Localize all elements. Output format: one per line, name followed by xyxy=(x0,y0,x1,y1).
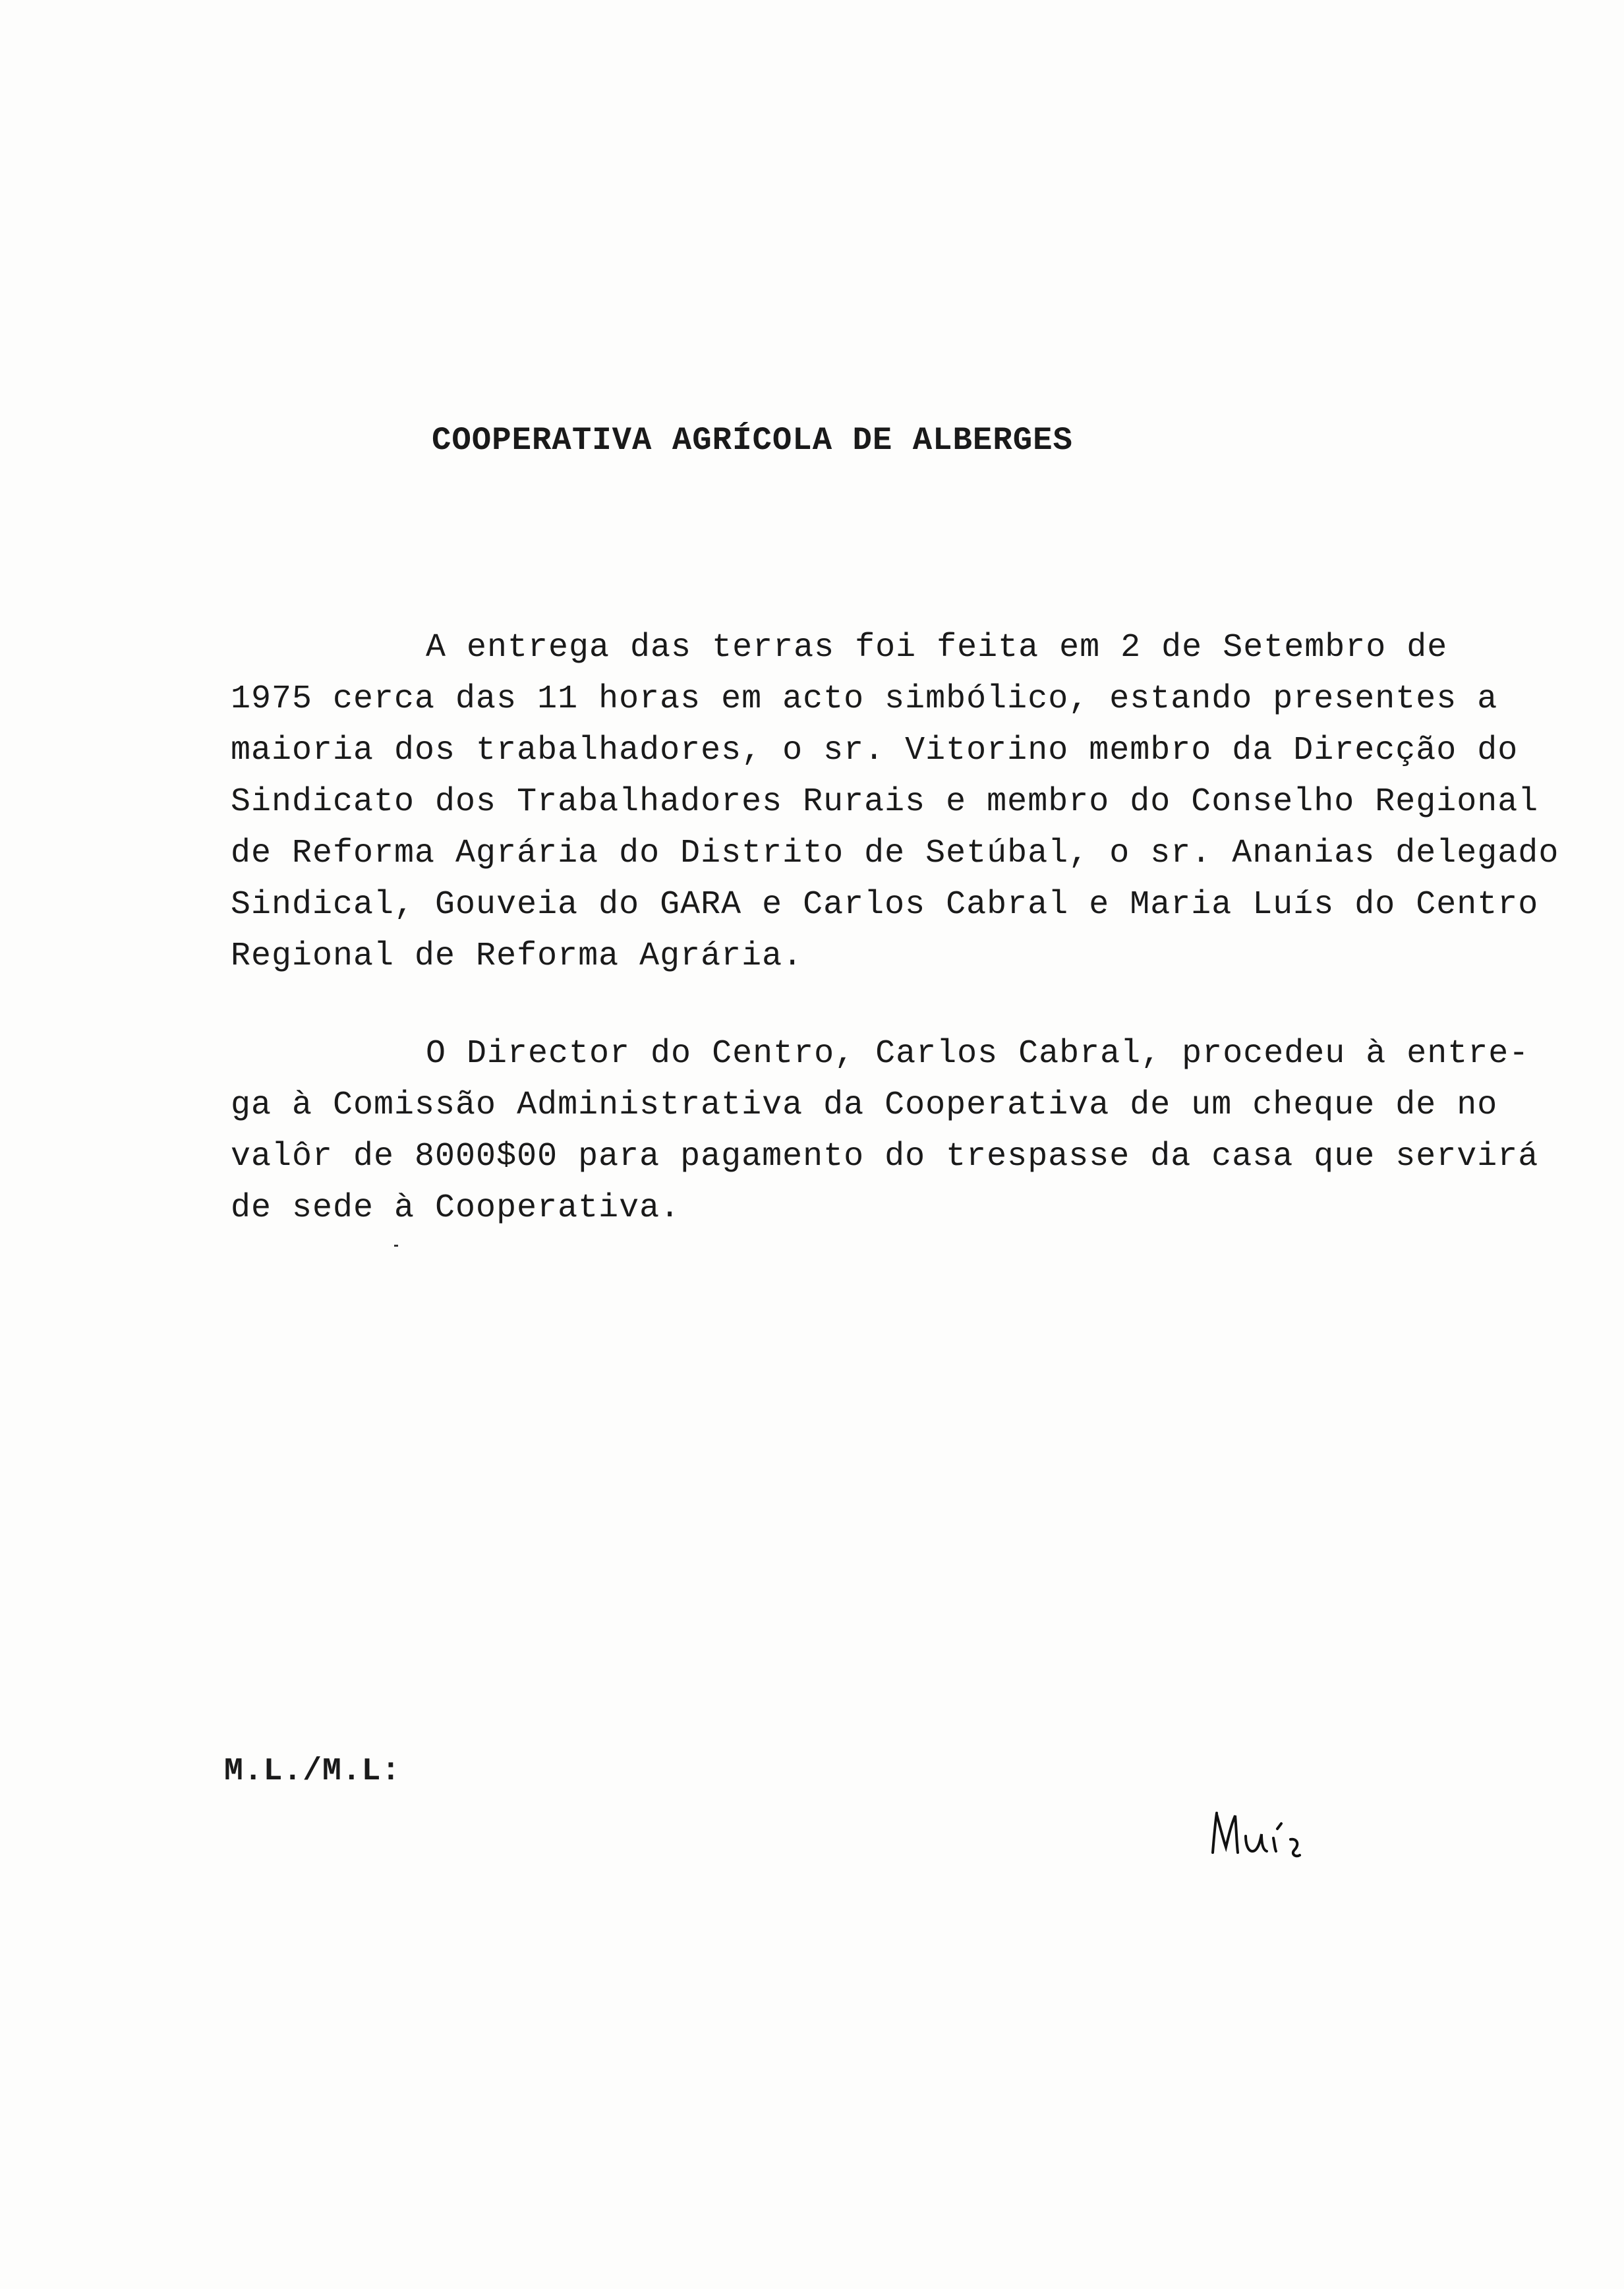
paragraph-line: Sindical, Gouveia do GARA e Carlos Cabral e Maria Luís do Centro xyxy=(231,886,1539,924)
paragraph-line: O Director do Centro, Carlos Cabral, procedeu à entre- xyxy=(426,1035,1530,1073)
paragraph-line: de Reforma Agrária do Distrito de Setúbal, o sr. Ananias delegado xyxy=(231,835,1559,872)
paragraph-line: ga à Comissão Administrativa da Cooperativa de um cheque de no xyxy=(231,1086,1498,1124)
document-title: COOPERATIVA AGRÍCOLA DE ALBERGES xyxy=(432,422,1073,459)
handwritten-signature xyxy=(1206,1800,1318,1872)
ink-mark xyxy=(394,1245,398,1247)
paragraph-line: valôr de 8000$00 para pagamento do trespasse da casa que servirá xyxy=(231,1138,1539,1175)
paragraph-line: Sindicato dos Trabalhadores Rurais e membro do Conselho Regional xyxy=(231,783,1539,821)
paragraph-line: Regional de Reforma Agrária. xyxy=(231,937,803,975)
paragraph-cheque xyxy=(231,1028,1539,1234)
paragraph-land-handover xyxy=(231,622,1559,982)
paragraph-line: de sede à Cooperativa. xyxy=(231,1189,681,1227)
paragraph-line: 1975 cerca das 11 horas em acto simbólico, estando presentes a xyxy=(231,680,1498,718)
signature-icon xyxy=(1206,1800,1318,1872)
paragraph-line: maioria dos trabalhadores, o sr. Vitorino membro da Direcção do xyxy=(231,732,1519,769)
typist-initials: M.L./M.L: xyxy=(224,1754,401,1789)
paragraph-line: A entrega das terras foi feita em 2 de Setembro de xyxy=(426,629,1448,667)
